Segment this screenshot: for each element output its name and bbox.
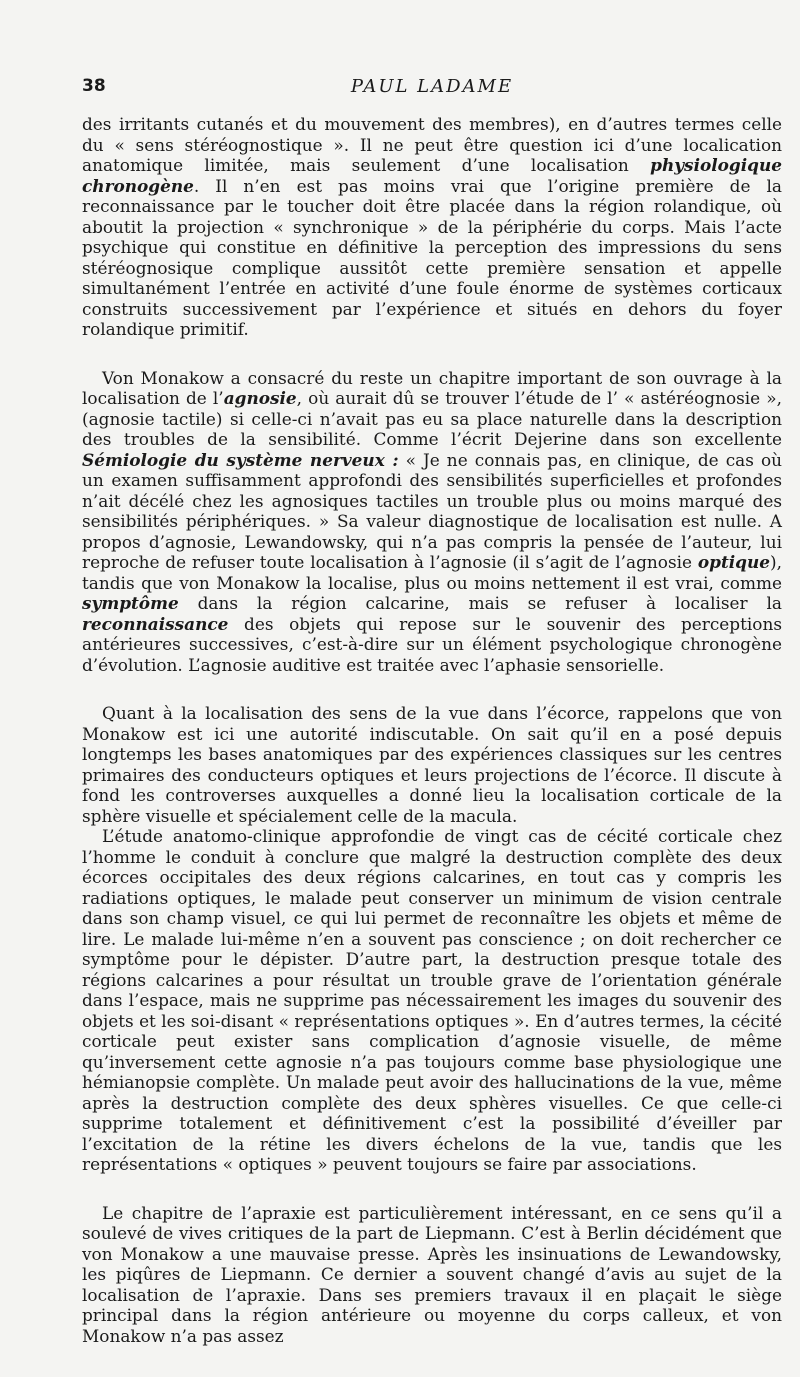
emphasized-text: agnosie	[223, 388, 297, 408]
emphasized-text: optique	[697, 552, 771, 572]
emphasized-text: Sémiologie du système nerveux :	[82, 449, 399, 470]
emphasized-text: physiologique chronogène	[82, 155, 782, 196]
paragraph-1	[82, 114, 782, 340]
text-run: , où aurait dû se trouver l’étude de l’ « astéréognosie », (agnosie tactile) si celle-ci n’avait pas eu sa place naturelle dans la description des troubles de la sensibilité. Comme l’écrit Dejerine dans son excellente	[82, 388, 782, 449]
text-run: « Je ne connais pas, en clinique, de cas où un examen suffisamment approfondi des sensibilités superficielles et profondes n’ait décélé chez les agnosiques tactiles un trouble plus ou moins marqué des sensibilités périphériques. » Sa valeur diagnostique de localisation est nulle. A propos d’agnosie, Lewandowsky, qui n’a pas compris la pensée de l’auteur, lui reproche de refuser toute localisation à l’agnosie (il s’agit de l’agnosie	[82, 449, 782, 572]
emphasized-text: reconnaissance	[82, 613, 229, 634]
page-header	[82, 76, 782, 102]
text-run: ), tandis que von Monakow la localise, plus ou moins nettement il est vrai, comme	[82, 552, 782, 593]
text-run: Le chapitre de l’apraxie est particulièrement intéressant, en ce sens qu’il a soulevé de vives critiques de la part de Liepmann. C’est à Berlin décidément que von Monakow a une mauvaise presse. Après les insinuations de Lewandowsky, les piqûres de Liepmann. Ce dernier a souvent changé d’avis au sujet de la localisation de l’apraxie. Dans ses premiers travaux il en plaçait le siège principal dans la région antérieure ou moyenne du corps calleux, et von Monakow n’a pas assez	[82, 1202, 782, 1346]
text-run: Quant à la localisation des sens de la vue dans l’écorce, rappelons que von Monakow est ici une autorité indiscutable. On sait qu’il en a posé depuis longtemps les bases anatomiques par des expériences classiques sur les centres primaires des conducteurs optiques et leurs projections de l’écorce. Il discute à fond les controverses auxquelles a donné lieu la localisation corticale de la sphère visuelle et spécialement celle de la macula.	[82, 703, 782, 826]
running-head: PAUL LADAME	[350, 76, 514, 97]
text-run: L’étude anatomo-clinique approfondie de vingt cas de cécité corticale chez l’homme le conduit à conclure que malgré la destruction complète des deux écorces occipitales des deux régions calcarines, en tout cas y compris les radiations optiques, le malade peut conserver un minimum de vision centrale dans son champ visuel, ce qui lui permet de reconnaître les objets et même de lire. Le malade lui-même n’en a souvent pas conscience ; on doit rechercher ce symptôme pour le dépister. D’autre part, la destruction presque totale des régions calcarines a pour résultat un trouble grave de l’orientation générale dans l’espace, mais ne supprime pas nécessairement les images du souvenir des objets et les soi-disant « représentations optiques ». En d’autres termes, la cécité corticale peut exister sans complication d’agnosie visuelle, de même qu’inversement cette agnosie n’a pas toujours comme base physiologique une hémianopsie complète. Un malade peut avoir des hallucinations de la vue, même après la destruction complète des deux sphères visuelles. Ce que celle-ci supprime totalement et définitivement c’est la possibilité d’éveiller par l’excitation de la rétine les divers échelons de la vue, tandis que les représentations « optiques » peuvent toujours se faire par associations.	[82, 826, 782, 1174]
paragraph-5	[82, 1203, 782, 1347]
text-run: des objets qui repose sur le souvenir des perceptions antérieures successives, c’est-à-dire sur un élément psychologique chronogène d’évolution. L’agnosie auditive est traitée avec l’aphasie sensorielle.	[82, 613, 782, 675]
emphasized-text: symptôme	[82, 593, 179, 613]
paragraph-4	[82, 826, 782, 1175]
paragraph-3	[82, 703, 782, 826]
body-text	[82, 114, 782, 1346]
paragraph-2	[82, 368, 782, 676]
text-run: . Il n’en est pas moins vrai que l’origine première de la reconnaissance par le toucher doit être placée dans la région rolandique, où aboutit la projection « synchronique » de la périphérie du corps. Mais l’acte psychique qui constitue en définitive la perception des impressions du sens stéréognosique complique aussitôt cette première sensation et appelle simultanément l’entrée en activité d’une foule énorme de systèmes corticaux construits successivement par l’expérience et situés en dehors du foyer rolandique primitif.	[82, 175, 782, 339]
text-run: des irritants cutanés et du mouvement des membres), en d’autres termes celle du « sens stéréognostique ». Il ne peut être question ici d’une localication anatomique limitée, mais seulement d’une localisation	[82, 114, 782, 175]
text-run: dans la région calcarine, mais se refuser à localiser la	[178, 593, 782, 613]
page-number: 38	[82, 76, 106, 96]
text-run: Von Monakow a consacré du reste un chapitre important de son ouvrage à la localisation de l’	[82, 367, 782, 408]
